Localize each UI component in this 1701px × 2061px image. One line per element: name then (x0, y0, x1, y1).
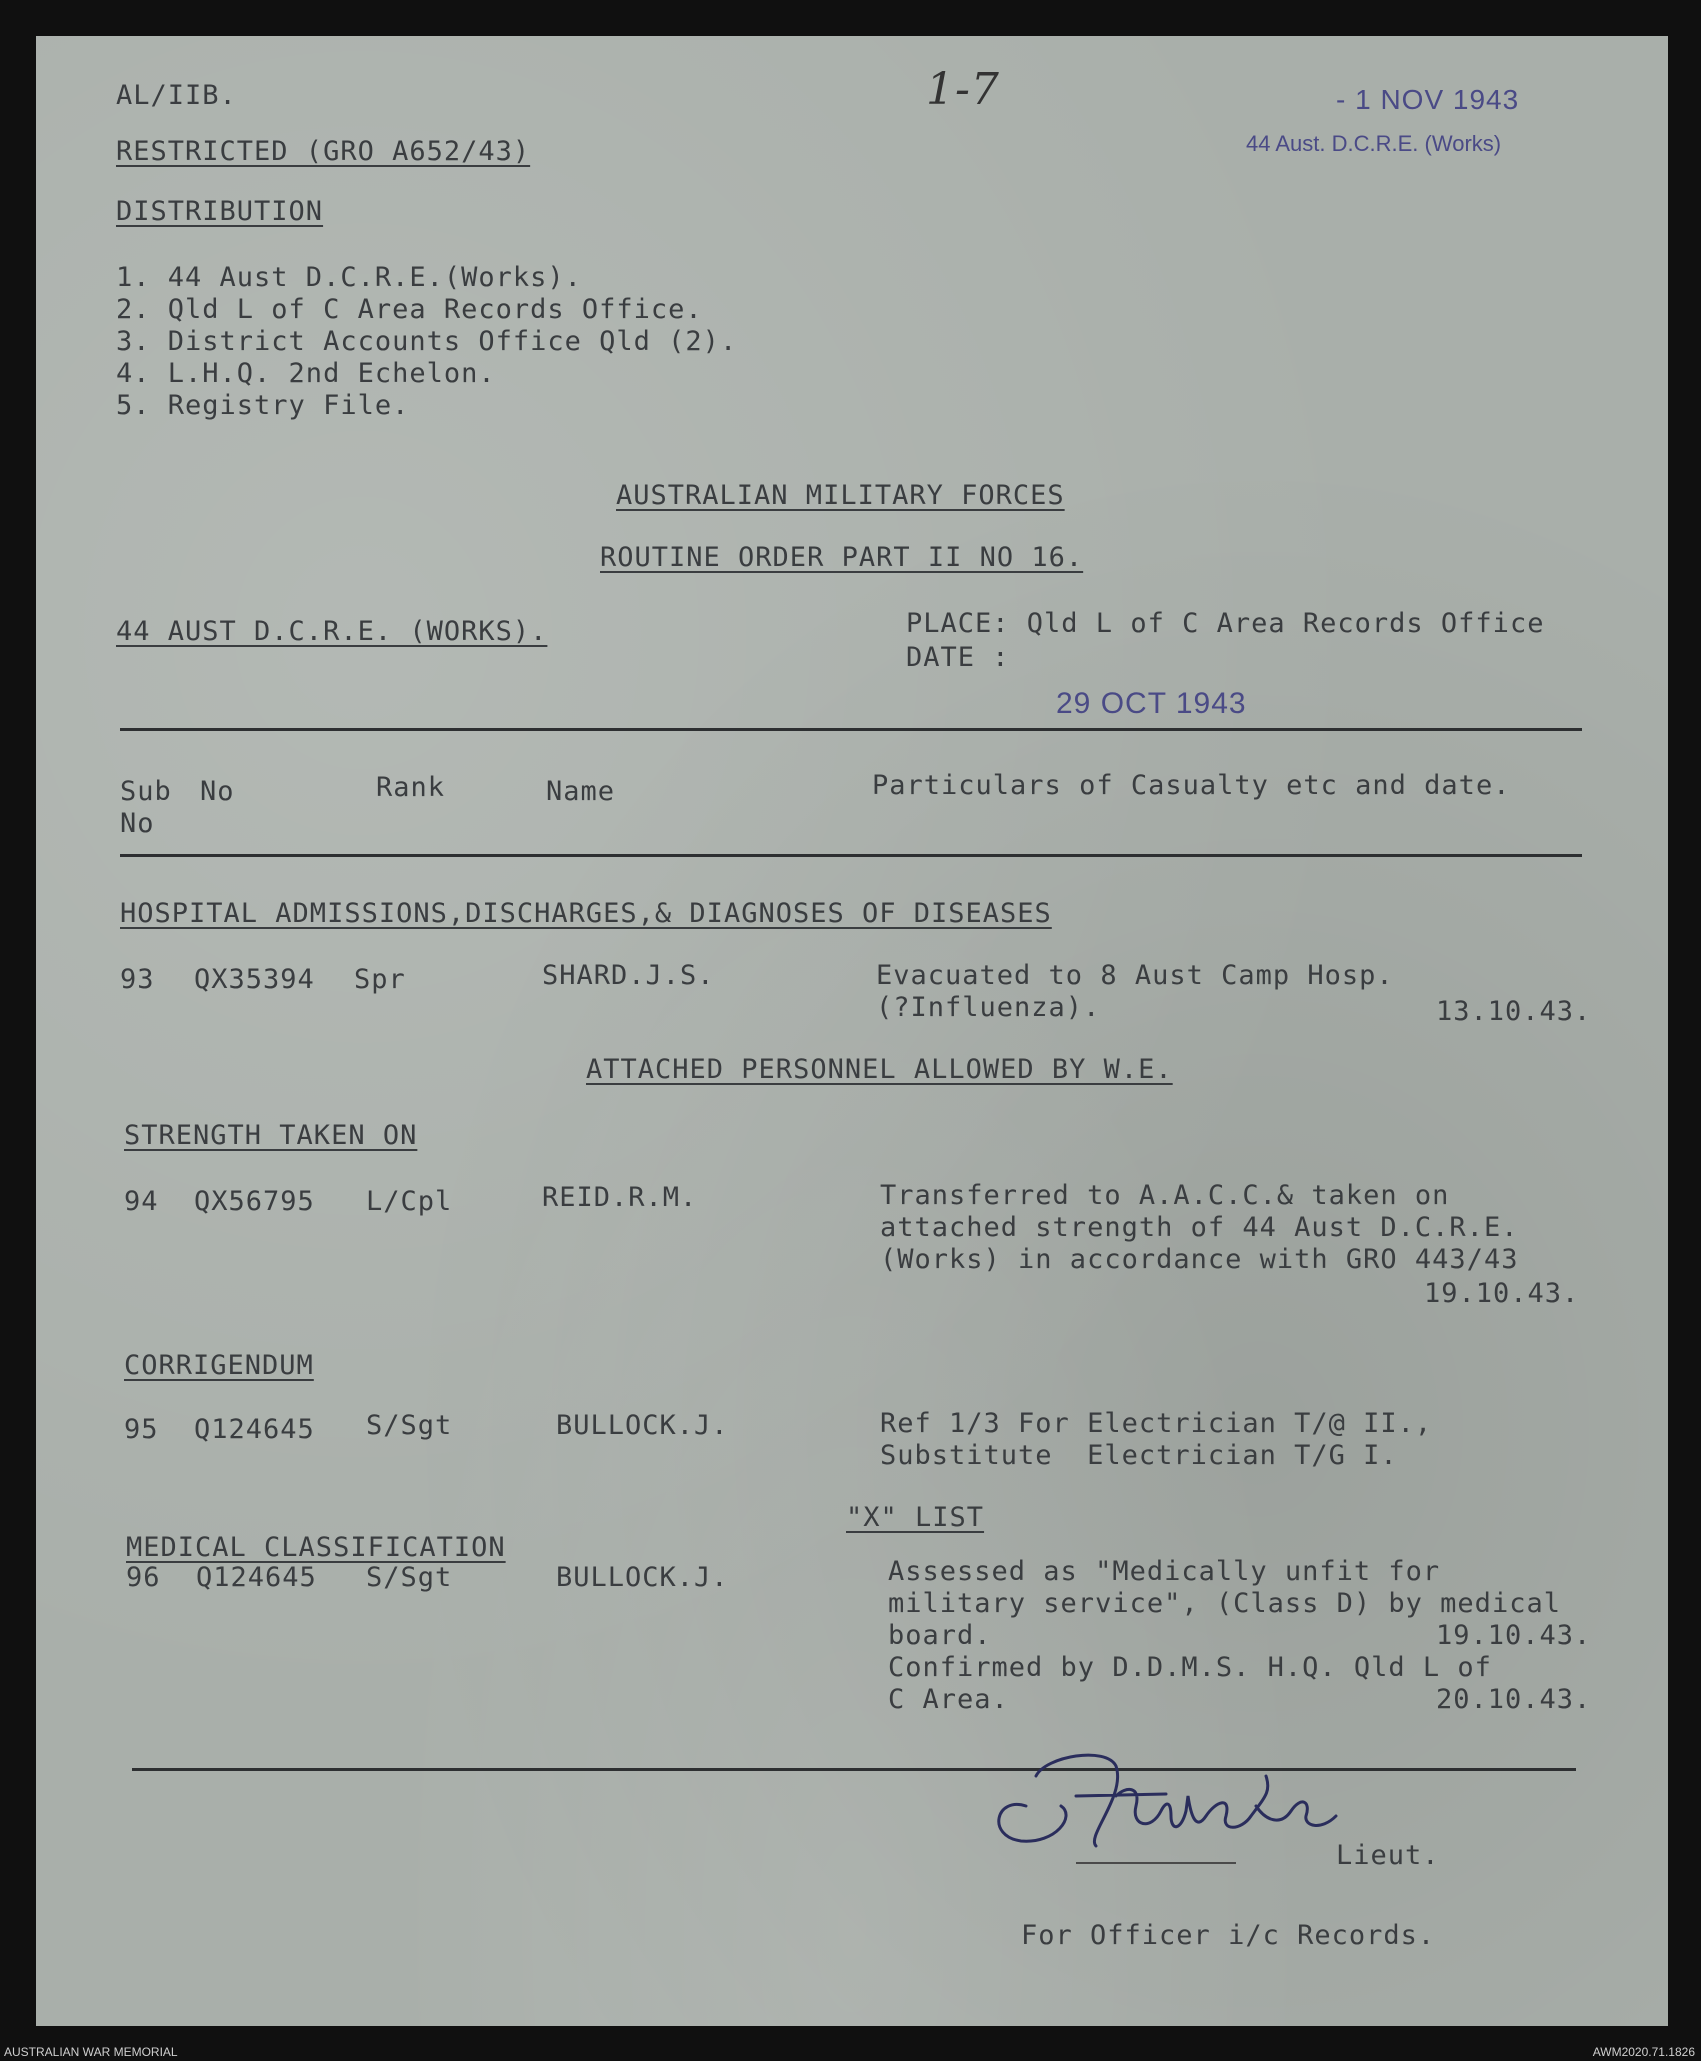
distribution-heading: DISTRIBUTION (116, 196, 324, 227)
date-label: DATE : (906, 642, 1010, 673)
entry-sub: 93 (120, 964, 155, 995)
file-reference: AL/IIB. (116, 80, 237, 111)
column-name: Name (546, 776, 616, 807)
section-attached: ATTACHED PERSONNEL ALLOWED BY W.E. (586, 1054, 1173, 1085)
distribution-item: 3. District Accounts Office Qld (2). (116, 326, 738, 357)
entry-sub: 94 (124, 1186, 159, 1217)
entry-name: SHARD.J.S. (542, 960, 715, 991)
document-title: AUSTRALIAN MILITARY FORCES (616, 480, 1065, 511)
entry-no: Q124645 (196, 1562, 317, 1593)
entry-rank: L/Cpl (366, 1186, 453, 1217)
entry-particulars: C Area. (888, 1684, 1009, 1715)
entry-date: 20.10.43. (1436, 1684, 1592, 1715)
section-strength: STRENGTH TAKEN ON (124, 1120, 418, 1151)
divider (120, 728, 1582, 731)
entry-sub: 95 (124, 1414, 159, 1445)
entry-particulars: Ref 1/3 For Electrician T/@ II., (880, 1408, 1433, 1439)
distribution-item: 1. 44 Aust D.C.R.E.(Works). (116, 262, 582, 293)
order-number: ROUTINE ORDER PART II NO 16. (600, 542, 1084, 573)
section-corrigendum: CORRIGENDUM (124, 1350, 314, 1381)
column-sub-no: Sub No (120, 776, 172, 839)
distribution-item: 5. Registry File. (116, 390, 410, 421)
entry-particulars: Assessed as "Medically unfit for (888, 1556, 1441, 1587)
entry-name: BULLOCK.J. (556, 1410, 729, 1441)
document-page (36, 36, 1668, 2026)
section-hospital: HOSPITAL ADMISSIONS,DISCHARGES,& DIAGNOSES OF DISEASES (120, 898, 1052, 929)
restricted-notice: RESTRICTED (GRO A652/43) (116, 136, 531, 167)
section-medical: MEDICAL CLASSIFICATION (126, 1532, 506, 1563)
column-rank: Rank (376, 772, 446, 803)
entry-particulars: Confirmed by D.D.M.S. H.Q. Qld L of (888, 1652, 1492, 1683)
entry-particulars: attached strength of 44 Aust D.C.R.E. (880, 1212, 1519, 1243)
entry-date: 19.10.43. (1436, 1620, 1592, 1651)
entry-particulars: (?Influenza). (876, 992, 1101, 1023)
unit-name: 44 AUST D.C.R.E. (WORKS). (116, 616, 548, 647)
entry-date: 19.10.43. (1424, 1278, 1580, 1309)
entry-no: Q124645 (194, 1414, 315, 1445)
entry-name: BULLOCK.J. (556, 1562, 729, 1593)
entry-date: 13.10.43. (1436, 996, 1592, 1027)
entry-no: QX56795 (194, 1186, 315, 1217)
entry-rank: S/Sgt (366, 1562, 453, 1593)
distribution-item: 4. L.H.Q. 2nd Echelon. (116, 358, 496, 389)
column-no: No (200, 776, 235, 807)
section-x-list: "X" LIST (846, 1502, 985, 1533)
for-officer-line: For Officer i/c Records. (1021, 1920, 1436, 1951)
entry-no: QX35394 (194, 964, 315, 995)
divider (120, 854, 1582, 857)
signature-line (1076, 1862, 1236, 1864)
entry-particulars: (Works) in accordance with GRO 443/43 (880, 1244, 1519, 1275)
entry-particulars: Transferred to A.A.C.C.& taken on (880, 1180, 1450, 1211)
entry-name: REID.R.M. (542, 1182, 698, 1213)
entry-particulars: military service", (Class D) by medical (888, 1588, 1561, 1619)
entry-rank: S/Sgt (366, 1410, 453, 1441)
entry-particulars: board. (888, 1620, 992, 1651)
entry-sub: 96 (126, 1562, 161, 1593)
entry-particulars: Substitute Electrician T/G I. (880, 1440, 1398, 1471)
signature (966, 1736, 1386, 1866)
footer-left: AUSTRALIAN WAR MEMORIAL (4, 2045, 178, 2059)
place-label: PLACE: Qld L of C Area Records Office (906, 608, 1545, 639)
footer-right: AWM2020.71.1826 (1592, 2045, 1695, 2059)
handwritten-reference: 1-7 (926, 64, 1000, 115)
received-unit-stamp: 44 Aust. D.C.R.E. (Works) (1246, 131, 1502, 156)
received-date-stamp: - 1 NOV 1943 (1336, 84, 1520, 115)
order-date-stamp: 29 OCT 1943 (1056, 687, 1247, 720)
column-particulars: Particulars of Casualty etc and date. (872, 770, 1511, 801)
signatory-rank: Lieut. (1336, 1840, 1440, 1871)
distribution-item: 2. Qld L of C Area Records Office. (116, 294, 703, 325)
entry-rank: Spr (354, 964, 406, 995)
entry-particulars: Evacuated to 8 Aust Camp Hosp. (876, 960, 1394, 991)
